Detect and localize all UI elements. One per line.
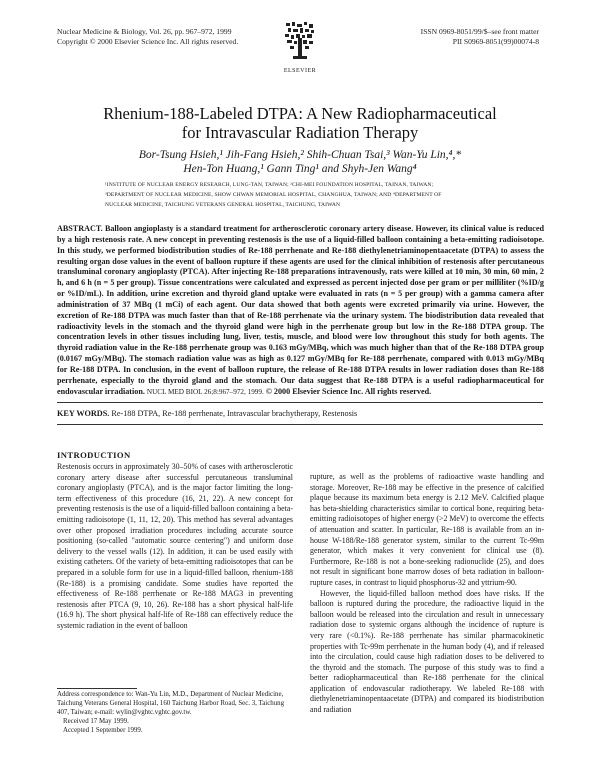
pii-line: PII S0969-8051(99)00074-8	[452, 37, 539, 46]
title-line-2: for Intravascular Radiation Therapy	[181, 123, 419, 142]
authors-line-1: Bor-Tsung Hsieh,¹ Jih-Fang Hsieh,² Shih-Chuan Tsai,³ Wan-Yu Lin,⁴,*	[138, 149, 462, 161]
affiliation-line-2: ³DEPARTMENT OF NUCLEAR MEDICINE, SHOW CHWAN MEMORIAL HOSPITAL, CHANGHUA, TAIWAN; AND ⁴DEPARTMENT OF	[105, 192, 442, 198]
footnote-divider	[57, 688, 137, 689]
journal-citation: Nuclear Medicine & Biology, Vol. 26, pp. 967–972, 1999	[57, 27, 232, 36]
elsevier-tree-icon	[283, 20, 317, 62]
abstract-copyright: © 2000 Elsevier Science Inc. All rights reserved.	[265, 386, 432, 396]
affiliation-line-3: NUCLEAR MEDICINE, TAICHUNG VETERANS GENERAL HOSPITAL, TAICHUNG, TAIWAN	[105, 202, 341, 208]
abstract-top-divider	[57, 402, 543, 403]
accepted-date: Accepted 1 September 1999.	[63, 727, 143, 734]
column-left	[57, 462, 293, 632]
authors-line-2: Hen-Ton Huang,¹ Gann Ting¹ and Shyh-Jen Wang⁴	[183, 163, 417, 175]
article-title	[40, 104, 560, 142]
keywords	[57, 408, 544, 419]
affiliation-line-1: ¹INSTITUTE OF NUCLEAR ENERGY RESEARCH, LUNG-TAN, TAIWAN; ²CHI-MEI FOUNDATION HOSPITAL, TAINAN, TAIWAN;	[105, 182, 434, 188]
keywords-label: KEY WORDS.	[57, 409, 110, 418]
title-line-1: Rhenium-188-Labeled DTPA: A New Radiopharmaceutical	[103, 104, 497, 123]
issn-header	[421, 27, 539, 47]
elsevier-logo	[283, 20, 317, 76]
received-date: Received 17 May 1999.	[63, 718, 129, 725]
section-heading-introduction: INTRODUCTION	[57, 450, 131, 460]
intro-paragraph-3: However, the liquid-filled balloon method does have risks. If the balloon is ruptured during the procedure, the radioactive liquid in the balloon would be released into the circulation and result in unnecessary radiation dose to systemic organs although the incidence of rupture is very rare (<0.1%). Re-188 perrhenate has similar pharmacokinetic properties with Tc-99m perrhenate in the human body (4), and if released into the circulation, could cause high radiation doses to be delivered to the thyroid and the stomach. The purpose of this study was to find a better radiopharmaceutical than Re-188 perrhenate for the clinical application of endovascular radiotherapy. We labeled Re-188 with diethylenetriaminopentaacetate (DTPA) and compared its biodistribution and radiation	[310, 588, 544, 715]
keywords-bottom-divider	[57, 424, 543, 425]
journal-header	[57, 27, 238, 47]
abstract-citation: NUCL MED BIOL 26;8:967–972, 1999.	[146, 387, 264, 396]
intro-paragraph-1: Restenosis occurs in approximately 30–50% of cases with artherosclerotic coronary artery disease after successful percutaneous transluminal coronary angioplasty (PTCA), and is the major factor limiting the long-term effectiveness of this procedure (16, 21, 22). A new concept for preventing restenosis is the use of a liquid-filled balloon containing a beta-emitting radioisotope (1, 11, 12, 20). This method has several advantages over other proposed irradiation procedures including accurate source positioning (so-called "automatic source centering") and uniform dose delivery to the vessel walls (12). In addition, it can be used easily with existing catheters. Of the variety of beta-emitting radioisotopes that can be prepared in a soluble form for use in a liquid-filled balloon, rhenium-188 (Re-188) is a promising candidate. Some studies have reported the effectiveness of Re-188 perrhenate or Re-188 MAG3 in preventing restenosis after PTCA (9, 10, 26). Re-188 has a short physical half-life (16.9 h). The short physical half-life of Re-188 can effectively reduce the systemic radiation in the event of balloon	[57, 462, 293, 630]
elsevier-caption: ELSEVIER	[283, 68, 317, 74]
abstract	[57, 224, 544, 398]
copyright-line: Copyright © 2000 Elsevier Science Inc. All rights reserved.	[57, 37, 239, 46]
keywords-text: Re-188 DTPA, Re-188 perrhenate, Intravascular brachytherapy, Restenosis	[111, 409, 358, 418]
author-list	[40, 148, 560, 176]
affiliations	[105, 180, 505, 210]
abstract-text: ABSTRACT. Balloon angioplasty is a standard treatment for artherosclerotic coronary artery disease. However, its clinical value is reduced by a high restenosis rate. A new concept in preventing restenosis is the use of a liquid-filled balloon containing a beta-emitting radioisotope. In this study, we performed biodistribution studies of Re-188 perrhenate and Re-188 diethylenetriaminopentaacetate (DTPA) to assess the resulting organ dose values in the event of balloon rupture if these agents are used for the clinical inhibition of restenosis after percutaneous transluminal coronary angioplasty (PTCA). After injecting Re-188 preparations intravenously, rats were killed at 10 min, 30 min, 60 min, 2 h, and 6 h (n = 5 per group). Tissue concentrations were calculated and expressed as percent injected dose per gram or per milliliter (%ID/g or %ID/mL). In addition, urine excretion and thyroid gland uptake were evaluated in rats (n = 5 per group) with a gamma camera after administration of 37 MBq (1 mCi) of each agent. Our data showed that both agents were excreted primarily via urine. However, the excretion of Re-188 DTPA was much faster than that of Re-188 perrhenate via the urinary system. The biodistribution data revealed that radioactivity levels in the stomach and the thyroid gland were high in the perrhenate group but low in the Re-188 DTPA group. The concentration levels in other tissues including lung, liver, testis, muscle, and blood were low throughout this study for both agents. The thyroid radiation value in the Re-188 perrhenate group was 0.163 mGy/MBq, which was much higher than that of the Re-188 DTPA group (0.0167 mGy/MBq). The stomach radiation value was as high as 0.127 mGy/MBq for Re-188 perrhenate, compared with 0.013 mGy/MBq for Re-188 DTPA. In conclusion, in the event of balloon rupture, the release of Re-188 DTPA results in lower radiation doses than Re-188 perrhenate, especially to the thyroid gland and the stomach. Our data suggest that Re-188 DTPA is a useful radiopharmaceutical for endovascular irradiation.	[57, 224, 544, 396]
column-right	[310, 472, 544, 716]
intro-paragraph-2: rupture, as well as the problems of radioactive waste handling and storage. Moreover, Re-188 may be effective in the presence of calcified plaque because its maximum beta energy is 2.12 MeV. Calcified plaque has beta-shielding characteristics similar to cortical bone, requiring beta-emitting radioisotopes of higher energy (>2 MeV) to overcome the effects of attenuation and scatter. In particular, Re-188 is available from an in-house W-188/Re-188 generator system, similar to the current Tc-99m generator, which makes it very convenient for clinical use (8). Furthermore, Re-188 is not a bone-seeking radionuclide (25), and does not result in significant bone marrow doses of beta radiation in balloon-rupture cases, in contrast to liquid phosphorus-32 and yttrium-90.	[310, 472, 544, 587]
correspondence-address: Address correspondence to: Wan-Yu Lin, M.D., Department of Nuclear Medicine, Taichung Veterans General Hospital, 160 Taichung Harbor Road, Sec. 3, Taichung 407, Taiwan; e-mail: wylin@vghtc.vghtc.gov.tw.	[57, 691, 285, 716]
issn-line: ISSN 0969-8051/99/$–see front matter	[420, 27, 539, 36]
correspondence-footnote	[57, 690, 293, 735]
